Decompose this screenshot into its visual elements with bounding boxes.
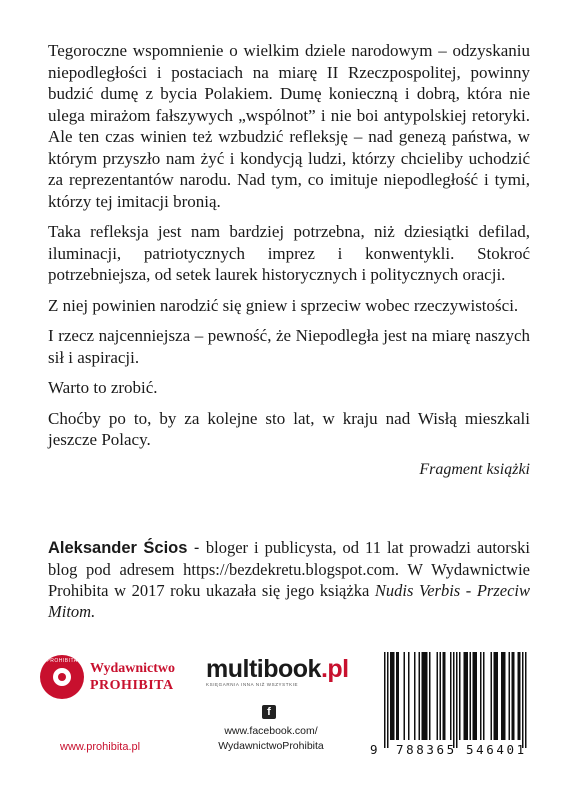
- multibook-logo-suffix: .pl: [320, 655, 349, 683]
- paragraph-5: Warto to zrobić.: [48, 378, 158, 397]
- barcode-bar: [509, 652, 511, 740]
- barcode-bar: [450, 652, 452, 740]
- barcode-bar: [513, 652, 515, 740]
- barcode-bar: [525, 652, 527, 748]
- multibook-tagline: KSIĘGARNIA INNA NIŻ WSZYSTKIE: [206, 682, 299, 687]
- barcode-bar: [495, 652, 497, 740]
- barcode-bar: [404, 652, 406, 740]
- barcode-bar: [476, 652, 478, 740]
- barcode-bar: [437, 652, 439, 740]
- isbn-right-group: 546401: [466, 742, 527, 757]
- publisher-website-link[interactable]: www.prohibita.pl: [60, 741, 141, 753]
- multibook-logo: [206, 655, 349, 687]
- barcode-bar: [459, 652, 461, 740]
- barcode-bar: [501, 652, 503, 740]
- barcode-bar: [387, 652, 389, 748]
- paragraph-1: Tegoroczne wspomnienie o wielkim dziele narodowym – odzyskaniu niepodległości i postaciach na miarę II Rzeczpospolitej, powinny budzić dumę z bycia Polakiem. Dumę konieczną i dobrą, która nie ulega mirażom fałszywych „wspólnot” i nie boi antypolskiej retoryki. Ale ten czas winien też wzbudzić refleksję – nad genezą państwa, w którym przyszło nam żyć i kondycją ludzi, którzy chcieliby uchodzić za reprezentantów narodu. Nad tym, co imituje niepodległość i tymi, którzy tej imitacji bronią.: [48, 41, 530, 211]
- barcode-bar: [522, 652, 524, 748]
- publisher-name-line2: PROHIBITA: [90, 678, 174, 693]
- paragraph-6: Choćby po to, by za kolejne sto lat, w kraju nad Wisłą mieszkali jeszcze Polacy.: [48, 408, 530, 449]
- barcode-bar: [480, 652, 482, 740]
- barcode-bar: [426, 652, 428, 740]
- barcode-bar: [422, 652, 424, 740]
- barcode-bar: [467, 652, 469, 740]
- barcode-bar: [423, 652, 425, 740]
- author-name: Aleksander Ścios: [48, 539, 188, 557]
- barcode-bar: [503, 652, 505, 740]
- barcode-bars: [368, 652, 538, 748]
- barcode-bar: [494, 652, 496, 740]
- barcode-bar: [440, 652, 442, 740]
- bio-text: bloger i publicysta, od 11 lat prowadzi autorski blog pod adresem https://bezdekretu.blogspot.com. W Wydawnictwie Prohibita w 2017 roku ukazała się jego książka: [48, 538, 530, 600]
- seal-text: PROHIBITA: [46, 658, 78, 664]
- barcode-bar: [465, 652, 467, 740]
- facebook-icon: f: [262, 705, 276, 719]
- isbn-first-digit: 9: [370, 742, 378, 757]
- bio-dash: -: [187, 539, 206, 557]
- paragraph-3: Z niej powinien narodzić się gniew i sprzeciw wobec rzeczywistości.: [48, 295, 519, 315]
- barcode-bar: [483, 652, 485, 740]
- paragraph-4: I rzecz najcenniejsza – pewność, że Niepodległa jest na miarę naszych sił i aspiracji.: [48, 326, 530, 367]
- facebook-link[interactable]: [196, 724, 346, 754]
- article-text: [48, 40, 530, 479]
- barcode-bar: [408, 652, 410, 740]
- paragraph-2: Taka refleksja jest nam bardziej potrzebna, niż dziesiątki defilad, iluminacji, patriotycznych imprez i konwentykli. Stokroć potrzebniejsza, od setek laurek historycznych i politycznych oracji.: [48, 222, 530, 284]
- fragment-signature: Fragment książki: [419, 460, 530, 478]
- barcode-bar: [390, 652, 392, 740]
- barcode-bar: [497, 652, 499, 740]
- barcode-bar: [491, 652, 493, 740]
- barcode-bar: [443, 652, 445, 740]
- multibook-logo-main: multibook: [206, 655, 321, 683]
- barcode-bar: [504, 652, 506, 740]
- barcode-bar: [464, 652, 466, 740]
- facebook-link-line1: www.facebook.com/: [224, 725, 318, 737]
- facebook-link-line2: WydawnictwoProhibita: [218, 740, 324, 752]
- barcode-bar: [444, 652, 446, 740]
- isbn-barcode: [368, 652, 538, 764]
- barcode-bar: [384, 652, 386, 748]
- barcode-bar: [456, 652, 458, 748]
- publisher-name-line1: Wydawnictwo: [90, 661, 176, 676]
- barcode-bar: [470, 652, 472, 740]
- barcode-bar: [419, 652, 421, 740]
- barcode-bar: [425, 652, 427, 740]
- barcode-bar: [398, 652, 400, 740]
- barcode-bar: [396, 652, 398, 740]
- barcode-bar: [512, 652, 514, 740]
- barcode-bar: [393, 652, 395, 740]
- barcode-bar: [392, 652, 394, 740]
- publisher-logo: [40, 652, 190, 702]
- barcode-bar: [414, 652, 416, 740]
- barcode-bar: [519, 652, 521, 740]
- book-title: Nudis Verbis - Przeciw Mitom.: [48, 581, 530, 621]
- publisher-name: [90, 660, 175, 694]
- isbn-left-group: 788365: [396, 742, 457, 757]
- barcode-bar: [518, 652, 520, 740]
- barcode-bar: [429, 652, 431, 740]
- barcode-bar: [453, 652, 455, 748]
- barcode-bar: [474, 652, 476, 740]
- prohibita-seal-icon: [40, 655, 84, 699]
- author-bio: [48, 537, 530, 622]
- barcode-bar: [473, 652, 475, 740]
